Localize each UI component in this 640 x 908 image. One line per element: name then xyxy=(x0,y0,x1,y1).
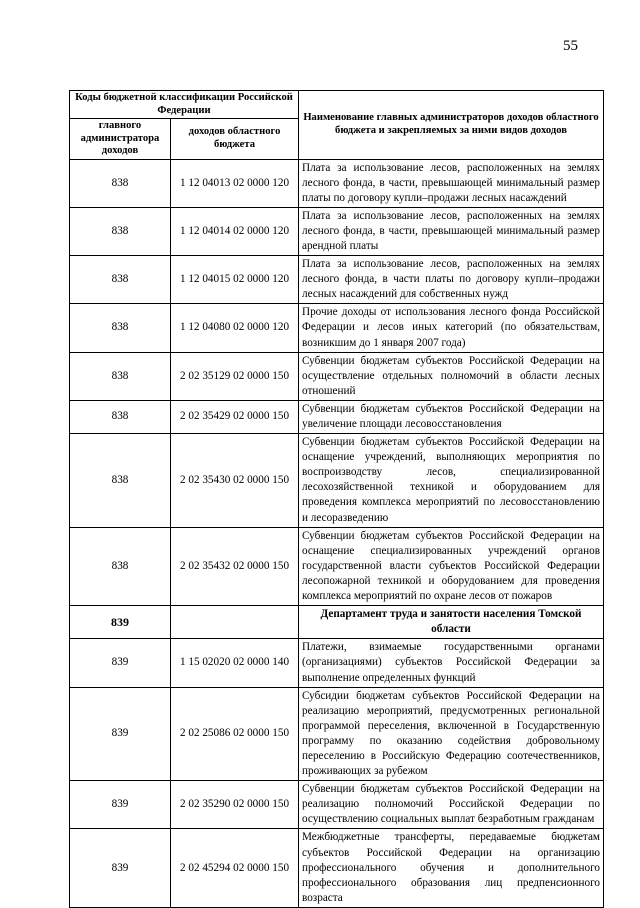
header-code-column: доходов областного бюджета xyxy=(171,119,299,160)
table-row xyxy=(70,207,604,255)
table-row xyxy=(70,304,604,352)
revenue-name-cell: Департамент труда и занятости населения Томской области xyxy=(299,606,604,639)
admin-code-cell: 838 xyxy=(70,400,171,433)
admin-code-cell: 839 xyxy=(70,639,171,687)
table-row xyxy=(70,781,604,829)
revenue-name-cell: Плата за использование лесов, расположенных на землях лесного фонда, в части платы по договору купли–продажи лесных насаждений для собственных нужд xyxy=(299,256,604,304)
revenue-code-cell: 1 12 04014 02 0000 120 xyxy=(171,207,299,255)
admin-code-cell: 838 xyxy=(70,352,171,400)
revenue-name-cell: Субвенции бюджетам субъектов Российской Федерации на оснащение специализированных учреждений органов государственной власти субъектов Российской Федерации лесопожарной техникой и оборудованием для проведения комплекса мероприятий по охране лесов от пожаров xyxy=(299,527,604,605)
revenue-code-cell: 2 02 45294 02 0000 150 xyxy=(171,829,299,907)
table-row xyxy=(70,352,604,400)
table-row xyxy=(70,159,604,207)
department-row xyxy=(70,606,604,639)
revenue-name-cell: Плата за использование лесов, расположенных на землях лесного фонда, в части, превышающей минимальный размер арендной платы xyxy=(299,207,604,255)
table-row xyxy=(70,687,604,781)
revenue-code-cell: 2 02 35432 02 0000 150 xyxy=(171,527,299,605)
revenue-code-cell: 1 12 04013 02 0000 120 xyxy=(171,159,299,207)
revenue-code-cell: 1 12 04015 02 0000 120 xyxy=(171,256,299,304)
admin-code-cell: 839 xyxy=(70,829,171,907)
table-row xyxy=(70,639,604,687)
admin-code-cell: 839 xyxy=(70,606,171,639)
admin-code-cell: 838 xyxy=(70,207,171,255)
table-row xyxy=(70,829,604,907)
revenue-name-cell: Субсидии бюджетам субъектов Российской Федерации на реализацию мероприятий, предусмотренных региональной программой переселения, включенной в Государственную программу по оказанию содействия добровольному переселению в Российскую Федерацию соотечественников, проживающих за рубежом xyxy=(299,687,604,781)
admin-code-cell: 839 xyxy=(70,687,171,781)
admin-code-cell: 839 xyxy=(70,781,171,829)
revenue-code-cell: 2 02 35429 02 0000 150 xyxy=(171,400,299,433)
revenue-name-cell: Субвенции бюджетам субъектов Российской Федерации на реализацию полномочий Российской Федерации по осуществлению социальных выплат безработным гражданам xyxy=(299,781,604,829)
revenue-name-cell: Прочие доходы от использования лесного фонда Российской Федерации и лесов иных категорий (по обязательствам, возникшим до 1 января 2007 года) xyxy=(299,304,604,352)
revenue-code-cell: 2 02 35290 02 0000 150 xyxy=(171,781,299,829)
revenue-name-cell: Межбюджетные трансферты, передаваемые бюджетам субъектов Российской Федерации на организацию профессионального обучения и дополнительного профессионального образования лиц предпенсионного возраста xyxy=(299,829,604,907)
table-row xyxy=(70,434,604,528)
table-row xyxy=(70,256,604,304)
header-name-column: Наименование главных администраторов доходов областного бюджета и закрепляемых за ними видов доходов xyxy=(299,91,604,160)
revenue-name-cell: Плата за использование лесов, расположенных на землях лесного фонда, в части, превышающей минимальный размер платы по договору купли–продажи лесных насаждений xyxy=(299,159,604,207)
revenue-code-cell: 1 12 04080 02 0000 120 xyxy=(171,304,299,352)
revenue-code-cell: 1 15 02020 02 0000 140 xyxy=(171,639,299,687)
admin-code-cell: 838 xyxy=(70,304,171,352)
page-number: 55 xyxy=(563,38,578,54)
revenue-name-cell: Субвенции бюджетам субъектов Российской Федерации на осуществление отдельных полномочий в области лесных отношений xyxy=(299,352,604,400)
admin-code-cell: 838 xyxy=(70,527,171,605)
budget-classification-table xyxy=(69,90,604,908)
revenue-name-cell: Субвенции бюджетам субъектов Российской Федерации на увеличение площади лесовосстановления xyxy=(299,400,604,433)
revenue-name-cell: Субвенции бюджетам субъектов Российской Федерации на оснащение учреждений, выполняющих мероприятия по воспроизводству лесов, специализированной лесохозяйственной техникой и оборудованием для проведения комплекса мероприятий по лесовосстановлению и лесоразведению xyxy=(299,434,604,528)
table-row xyxy=(70,400,604,433)
table-row xyxy=(70,527,604,605)
table-body xyxy=(70,159,604,907)
revenue-code-cell xyxy=(171,606,299,639)
revenue-code-cell: 2 02 35129 02 0000 150 xyxy=(171,352,299,400)
revenue-name-cell: Платежи, взимаемые государственными органами (организациями) субъектов Российской Федерации за выполнение определенных функций xyxy=(299,639,604,687)
header-admin-column: главного администратора доходов xyxy=(70,119,171,160)
header-group-label: Коды бюджетной классификации Российской Федерации xyxy=(70,91,299,119)
revenue-code-cell: 2 02 35430 02 0000 150 xyxy=(171,434,299,528)
revenue-code-cell: 2 02 25086 02 0000 150 xyxy=(171,687,299,781)
admin-code-cell: 838 xyxy=(70,159,171,207)
admin-code-cell: 838 xyxy=(70,256,171,304)
admin-code-cell: 838 xyxy=(70,434,171,528)
